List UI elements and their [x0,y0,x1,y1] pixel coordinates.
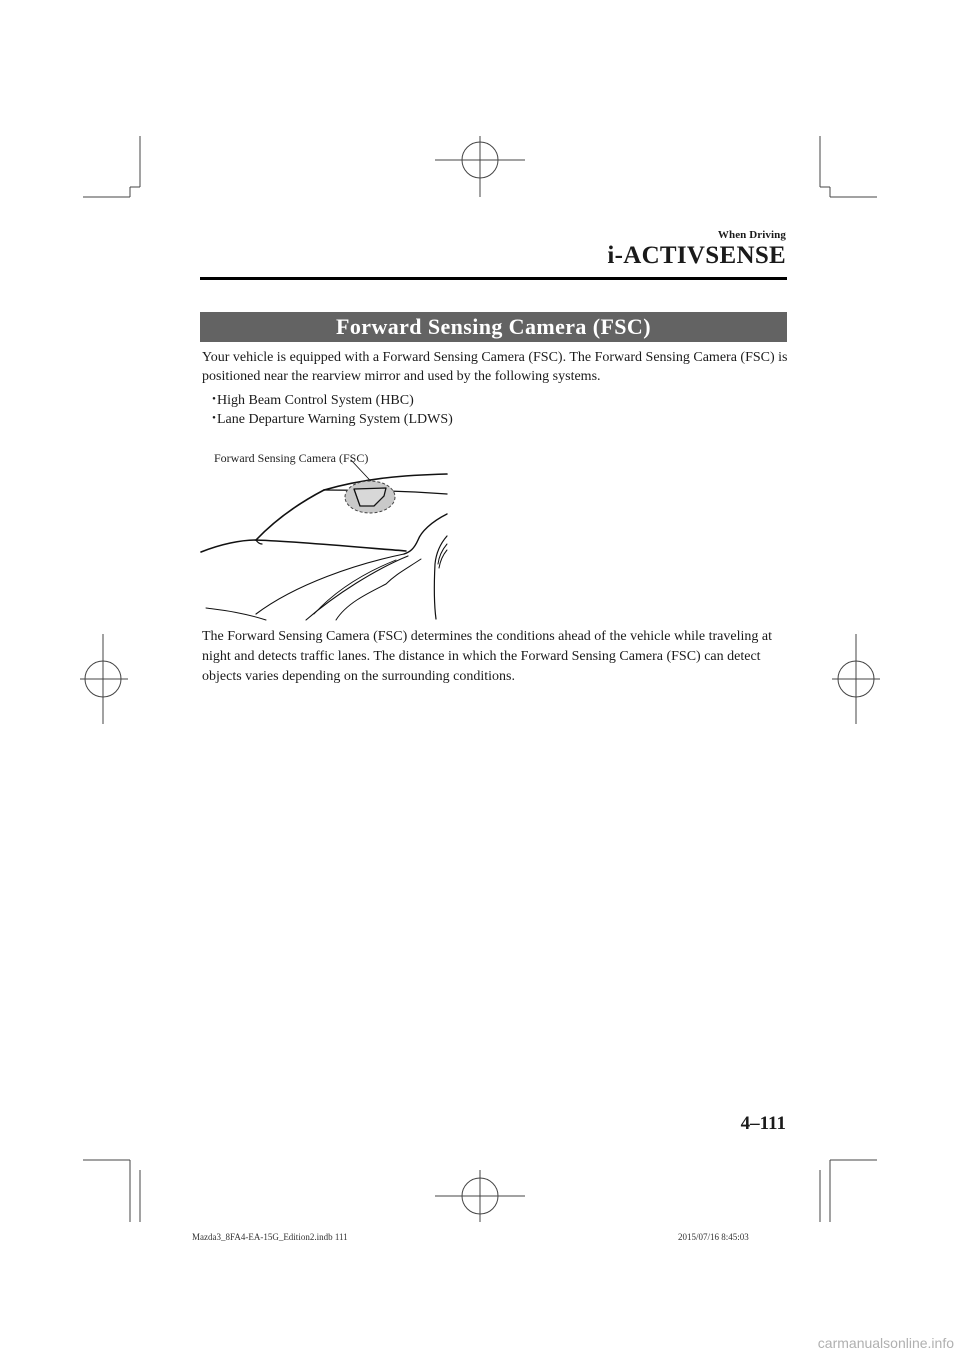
bullet-icon: ・ [207,393,221,408]
description-paragraph: The Forward Sensing Camera (FSC) determines the conditions ahead of the vehicle while traveling at night and detects traffic lanes. The distance in which the Forward Sensing Camera (FSC) can detect objects varies depending on the surrounding conditions. [202,629,772,684]
windshield-illustration [196,444,456,624]
watermark: carmanualsonline.info [817,1335,954,1351]
intro-paragraph: Your vehicle is equipped with a Forward Sensing Camera (FSC). The Forward Sensing Camera (FSC) is positioned near the rearview mirror and used by the following systems. [202,350,788,384]
page-number: 4–111 [740,1113,786,1134]
section-label: When Driving [717,229,786,241]
bullet-icon: ・ [207,412,221,427]
list-item-label: High Beam Control System (HBC) [217,393,414,408]
list-item [207,391,453,410]
section-title: Forward Sensing Camera (FSC) [200,312,787,342]
systems-list [207,391,453,429]
chapter-title: i-ACTIVSENSE [607,242,786,269]
figure-caption: Forward Sensing Camera (FSC) [214,451,369,465]
header-rule [200,277,787,280]
list-item [207,410,453,429]
list-item-label: Lane Departure Warning System (LDWS) [217,412,453,427]
footer-filename: Mazda3_8FA4-EA-15G_Edition2.indb 111 [192,1232,348,1242]
footer-date: 2015/07/16 8:45:03 [678,1232,749,1242]
